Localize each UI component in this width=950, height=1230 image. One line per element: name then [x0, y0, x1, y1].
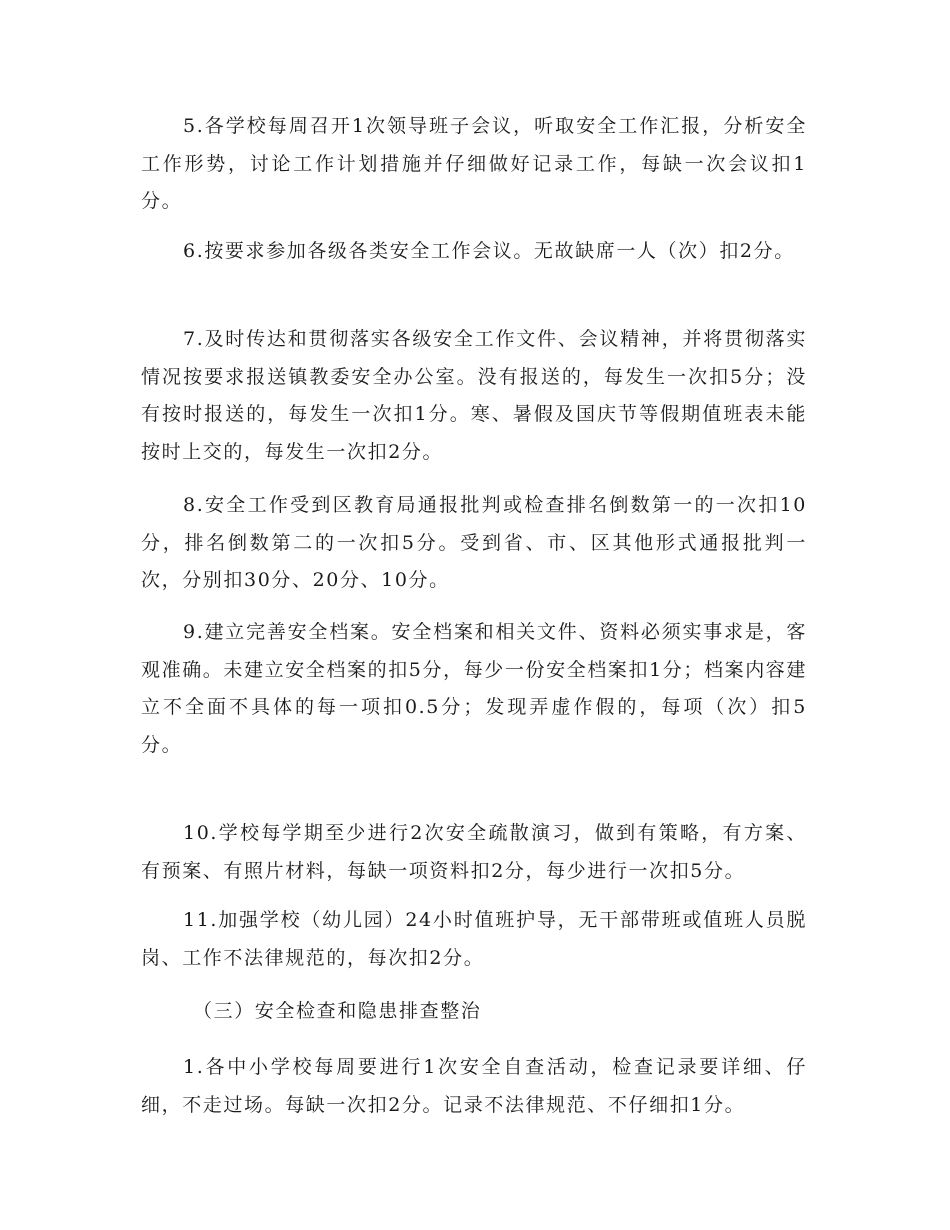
- paragraph-item-6: 6.按要求参加各级各类安全工作会议。无故缺席一人（次）扣2分。: [183, 240, 795, 262]
- paragraph-item-11: 11.加强学校（幼儿园）24小时值班护导，无干部带班或值班人员脱岗、工作不法律规范的，每次扣2分。: [141, 909, 807, 969]
- paragraph-item-9: 9.建立完善安全档案。安全档案和相关文件、资料必须实事求是，客观准确。未建立安全档案的扣5分，每少一份安全档案扣1分；档案内容建立不全面不具体的每一项扣0.5分；发现弄虚作假的，每项（次）扣5分。: [141, 621, 807, 756]
- paragraph-item-10: 10.学校每学期至少进行2次安全疏散演习，做到有策略，有方案、有预案、有照片材料，每缺一项资料扣2分，每少进行一次扣5分。: [141, 822, 807, 882]
- paragraph-item-8: 8.安全工作受到区教育局通报批判或检查排名倒数第一的一次扣10分，排名倒数第二的一次扣5分。受到省、市、区其他形式通报批判一次，分别扣30分、20分、10分。: [141, 494, 807, 591]
- section-heading: （三）安全检查和隐患排查整治: [193, 1000, 482, 1022]
- paragraph-item-5: 5.各学校每周召开1次领导班子会议，听取安全工作汇报，分析安全工作形势，讨论工作计划措施并仔细做好记录工作，每缺一次会议扣1分。: [141, 115, 807, 212]
- paragraph-section3-item-1: 1.各中小学校每周要进行1次安全自查活动，检查记录要详细、仔细，不走过场。每缺一次扣2分。记录不法律规范、不仔细扣1分。: [141, 1056, 807, 1116]
- paragraph-item-7: 7.及时传达和贯彻落实各级安全工作文件、会议精神，并将贯彻落实情况按要求报送镇教委安全办公室。没有报送的，每发生一次扣5分；没有按时报送的，每发生一次扣1分。寒、暑假及国庆节等假期值班表未能按时上交的，每发生一次扣2分。: [141, 328, 807, 463]
